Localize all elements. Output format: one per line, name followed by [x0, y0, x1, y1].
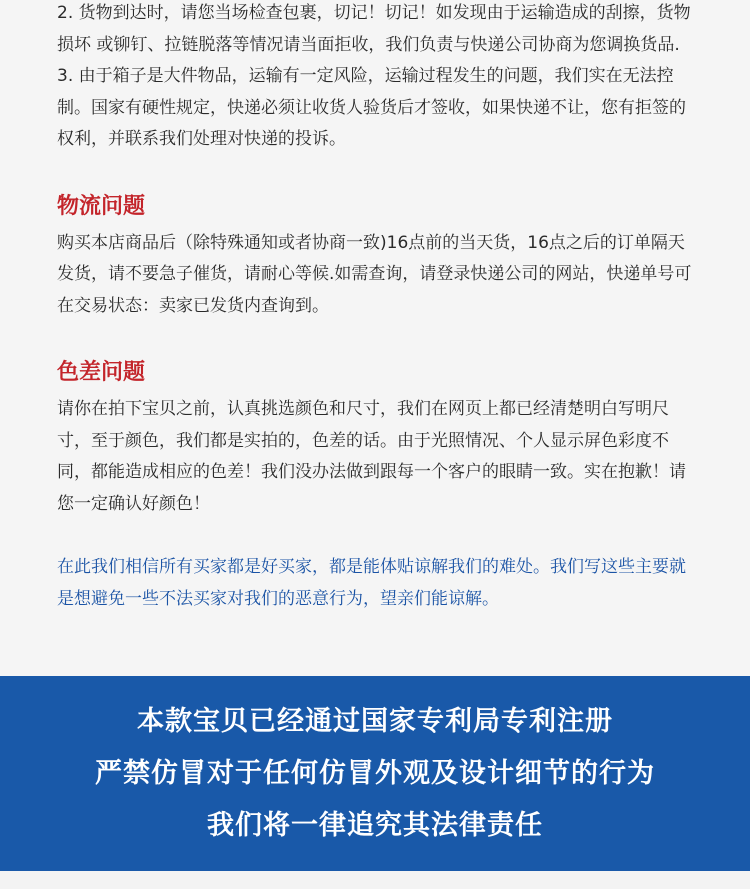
footer-strip: [0, 871, 750, 889]
logistics-body: 购买本店商品后（除特殊通知或者协商一致)16点前的当天货，16点之后的订单隔天发货，请不要急子催货，请耐心等候.如需查询，请登录快递公司的网站，快递单号可在交易状态：卖家已发货内查询到。: [57, 232, 692, 316]
color-diff-body: 请你在拍下宝贝之前，认真挑选颜色和尺寸，我们在网页上都已经清楚明白写明尺寸，至于颜色，我们都是实拍的，色差的话。由于光照情况、个人显示屏色彩度不同，都能造成相应的色差！我们没办法做到跟每一个客户的眼睛一致。实在抱歉！请您一定确认好颜色！: [57, 399, 686, 514]
content-column: [57, 0, 697, 615]
color-diff-heading: 色差问题: [57, 360, 146, 385]
delivery-item-2: 2. 货物到达时，请您当场检查包裹，切记！切记！如发现由于运输造成的刮擦，货物损坏 或铆钉、拉链脱落等情况请当面拒收，我们负责与快递公司协商为您调换货品.: [57, 3, 691, 55]
logistics-heading: 物流问题: [57, 193, 146, 219]
patent-banner: [0, 676, 750, 871]
banner-line-1: 本款宝贝已经通过国家专利局专利注册: [137, 705, 613, 737]
buyer-note: 在此我们相信所有买家都是好买家，都是能体贴谅解我们的难处。我们写这些主要就是想避免一些不法买家对我们的恶意行为，望亲们能谅解。: [57, 557, 686, 609]
delivery-item-3: 3. 由于箱子是大件物品，运输有一定风险，运输过程发生的问题，我们实在无法控制。国家有硬性规定，快递必须让收货人验货后才签收，如果快递不让，您有拒签的权利，并联系我们处理对快递的投诉。: [57, 66, 686, 149]
banner-line-2: 严禁仿冒对于任何仿冒外观及设计细节的行为: [95, 757, 655, 789]
banner-line-3: 我们将一律追究其法律责任: [207, 809, 543, 841]
